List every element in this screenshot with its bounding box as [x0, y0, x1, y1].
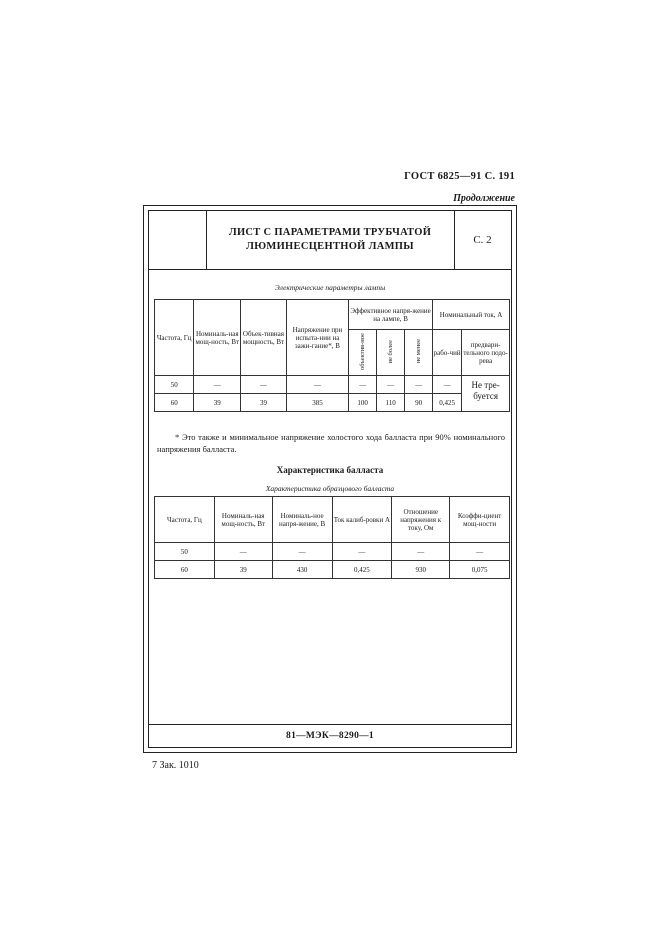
- cell: 39: [214, 561, 272, 579]
- col-cur-working: рабо-чий: [433, 330, 462, 376]
- cell: 0,075: [450, 561, 510, 579]
- cell: —: [272, 543, 332, 561]
- cell: —: [450, 543, 510, 561]
- col-actual-power: Объек-тивная мощность, Вт: [241, 300, 287, 376]
- ballast-table: [154, 496, 510, 579]
- cell: Не тре-буется: [462, 376, 510, 412]
- cell: —: [405, 376, 433, 394]
- col-cur-preheat: предвари-тельного подо-рева: [462, 330, 510, 376]
- sheet-frame: [143, 205, 517, 753]
- col-nominal-current: Номинальный ток, А: [433, 300, 510, 330]
- table-row: [155, 394, 510, 412]
- col-eff-voltage: Эффективное напря-жение на лампе, В: [349, 300, 433, 330]
- cell: 430: [272, 561, 332, 579]
- col-ratio: Отношение напряжения к току, Ом: [392, 497, 450, 543]
- col-eff-objective: объектив-ное: [349, 330, 377, 376]
- sheet-title-line1: ЛИСТ С ПАРАМЕТРАМИ ТРУБЧАТОЙ: [228, 227, 432, 238]
- page-header: ГОСТ 6825—91 С. 191: [404, 171, 515, 182]
- cell: 930: [392, 561, 450, 579]
- cell: —: [286, 376, 348, 394]
- cell: —: [214, 543, 272, 561]
- lamp-parameters-table: [154, 299, 510, 412]
- cell: —: [377, 376, 405, 394]
- cell: 60: [155, 394, 194, 412]
- ballast-section-title: Характеристика балласта: [276, 465, 384, 475]
- cell: 50: [155, 543, 215, 561]
- col-eff-min: не менее: [405, 330, 433, 376]
- cell: 100: [349, 394, 377, 412]
- table-row: [155, 543, 510, 561]
- footer-divider: [149, 724, 511, 725]
- col-nominal-power: Номиналь-ная мощ-ность, Вт: [194, 300, 241, 376]
- cell: 39: [194, 394, 241, 412]
- footnote: * Это также и минимальное напряжение холостого хода балласта при 90% номинального напряжения балласта.: [157, 432, 505, 454]
- cell: 110: [377, 394, 405, 412]
- cell: —: [392, 543, 450, 561]
- cell: 0,425: [332, 561, 392, 579]
- cell: 385: [286, 394, 348, 412]
- cell: 39: [241, 394, 287, 412]
- cell: —: [332, 543, 392, 561]
- continuation-label: Продолжение: [453, 193, 515, 204]
- sheet-title-row: [149, 211, 511, 270]
- col-nominal-power: Номиналь-ная мощ-ность, Вт: [214, 497, 272, 543]
- col-freq: Частота, Гц: [155, 300, 194, 376]
- col-freq: Частота, Гц: [155, 497, 215, 543]
- title-left-cell: [149, 211, 207, 269]
- cell: —: [349, 376, 377, 394]
- sheet-page-code: С. 2: [473, 234, 492, 246]
- col-coefficient: Коэффи-циент мощ-ности: [450, 497, 510, 543]
- sheet-title-line2: ЛЮМИНЕСЦЕНТНОЙ ЛАМПЫ: [246, 241, 414, 252]
- col-eff-max: не более: [377, 330, 405, 376]
- cell: —: [241, 376, 287, 394]
- table-row: [155, 376, 510, 394]
- cell: 50: [155, 376, 194, 394]
- cell: 0,425: [433, 394, 462, 412]
- lamp-table-caption: Электрические параметры лампы: [274, 283, 386, 292]
- table-row: [155, 561, 510, 579]
- col-calib-current: Ток калиб-ровки А: [332, 497, 392, 543]
- sheet-footer: 81—МЭК—8290—1: [286, 731, 374, 741]
- sheet-inner-frame: [148, 210, 512, 748]
- cell: 60: [155, 561, 215, 579]
- order-note: 7 Зак. 1010: [152, 760, 199, 771]
- sheet-title: [206, 211, 455, 269]
- cell: —: [433, 376, 462, 394]
- cell: 90: [405, 394, 433, 412]
- ballast-table-caption: Характеристика образцового балласта: [265, 484, 395, 493]
- col-test-voltage: Напряжение при испыта-нии на зажи-гание*, В: [286, 300, 348, 376]
- cell: —: [194, 376, 241, 394]
- col-nominal-voltage: Номиналь-ное напря-жение, В: [272, 497, 332, 543]
